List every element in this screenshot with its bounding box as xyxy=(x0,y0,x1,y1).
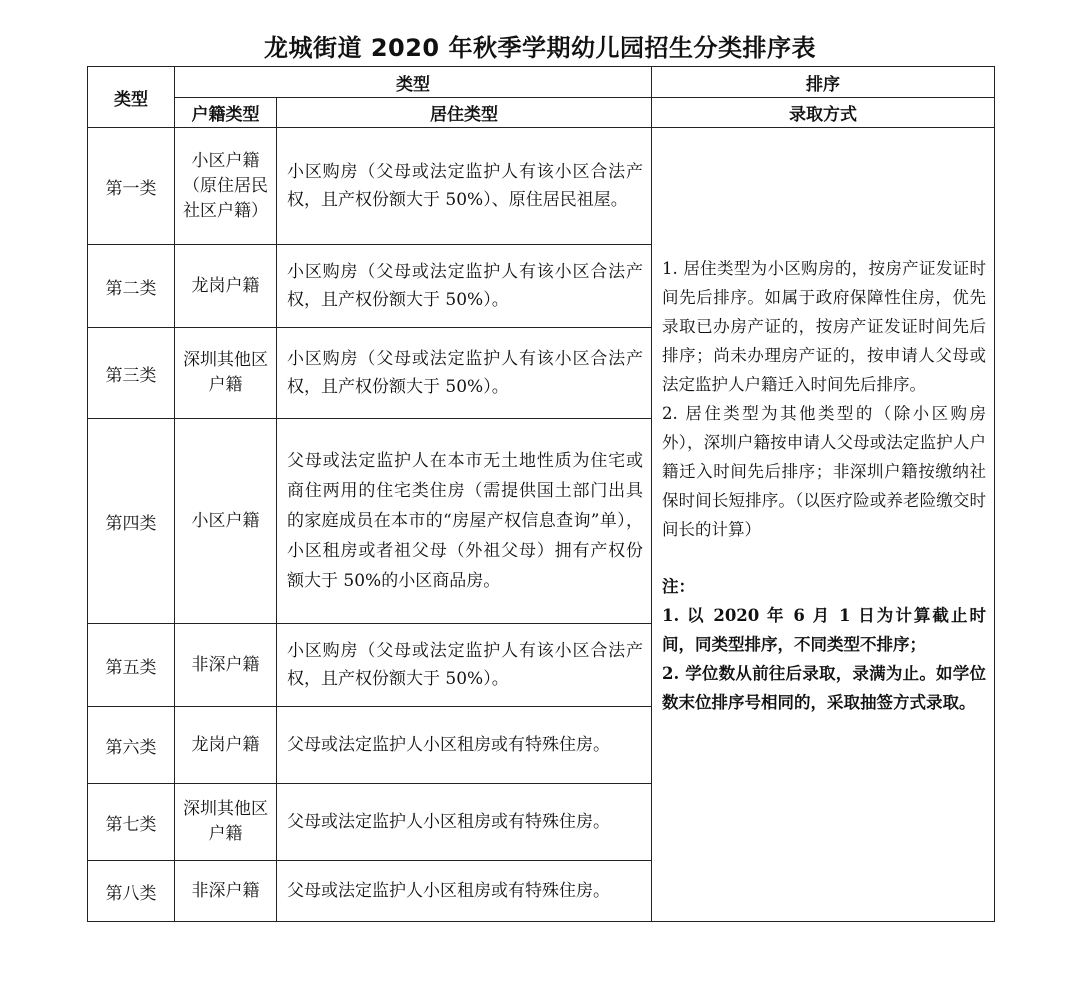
residence-cell: 小区购房（父母或法定监护人有该小区合法产权，且产权份额大于 50%）。 xyxy=(277,624,652,707)
category-cell: 第二类 xyxy=(88,245,175,328)
admission-method-cell xyxy=(652,128,995,922)
type-group-header: 类型 xyxy=(175,67,652,98)
hukou-cell: 小区户籍 xyxy=(175,419,277,624)
residence-column-header: 居住类型 xyxy=(277,98,652,128)
hukou-cell: 龙岗户籍 xyxy=(175,707,277,784)
category-cell: 第四类 xyxy=(88,419,175,624)
hukou-cell: 深圳其他区户籍 xyxy=(175,328,277,419)
hukou-cell: 非深户籍 xyxy=(175,624,277,707)
note-item-2: 2. 学位数从前往后录取，录满为止。如学位数末位排序号相同的，采取抽签方式录取。 xyxy=(662,664,986,712)
category-cell: 第五类 xyxy=(88,624,175,707)
category-cell: 第七类 xyxy=(88,784,175,861)
residence-cell: 父母或法定监护人小区租房或有特殊住房。 xyxy=(277,707,652,784)
category-cell: 第一类 xyxy=(88,128,175,245)
hukou-cell: 深圳其他区户籍 xyxy=(175,784,277,861)
residence-cell: 小区购房（父母或法定监护人有该小区合法产权，且产权份额大于 50%）。 xyxy=(277,328,652,419)
hukou-cell: 小区户籍（原住居民社区户籍） xyxy=(175,128,277,245)
residence-cell: 小区购房（父母或法定监护人有该小区合法产权，且产权份额大于 50%）。 xyxy=(277,245,652,328)
hukou-column-header: 户籍类型 xyxy=(175,98,277,128)
type-column-header: 类型 xyxy=(88,67,175,128)
method-column-header: 录取方式 xyxy=(652,98,995,128)
residence-cell: 父母或法定监护人在本市无土地性质为住宅或商住两用的住宅类住房（需提供国土部门出具的家庭成员在本市的“房屋产权信息查询”单），小区租房或者祖父母（外祖父母）拥有产权份额大于 50%的小区商品房。 xyxy=(277,419,652,624)
method-rule-2: 2. 居住类型为其他类型的（除小区购房外），深圳户籍按申请人父母或法定监护人户籍迁入时间先后排序；非深圳户籍按缴纳社保时间长短排序。（以医疗险或养老险缴交时间长的计算） xyxy=(662,404,986,539)
category-cell: 第三类 xyxy=(88,328,175,419)
table-row xyxy=(88,128,995,245)
residence-cell: 父母或法定监护人小区租房或有特殊住房。 xyxy=(277,861,652,922)
hukou-cell: 非深户籍 xyxy=(175,861,277,922)
hukou-cell: 龙岗户籍 xyxy=(175,245,277,328)
note-item-1: 1. 以 2020 年 6 月 1 日为计算截止时间，同类型排序，不同类型不排序； xyxy=(662,606,986,654)
note-label: 注： xyxy=(662,577,695,596)
residence-cell: 父母或法定监护人小区租房或有特殊住房。 xyxy=(277,784,652,861)
page-title: 龙城街道 2020 年秋季学期幼儿园招生分类排序表 xyxy=(263,34,816,62)
admission-table xyxy=(87,66,995,922)
order-group-header: 排序 xyxy=(652,67,995,98)
category-cell: 第八类 xyxy=(88,861,175,922)
method-rule-1: 1. 居住类型为小区购房的，按房产证发证时间先后排序。如属于政府保障性住房，优先录取已办房产证的，按房产证发证时间先后排序；尚未办理房产证的，按申请人父母或法定监护人户籍迁入时间先后排序。 xyxy=(662,259,986,394)
category-cell: 第六类 xyxy=(88,707,175,784)
residence-cell: 小区购房（父母或法定监护人有该小区合法产权，且产权份额大于 50%）、原住居民祖屋。 xyxy=(277,128,652,245)
